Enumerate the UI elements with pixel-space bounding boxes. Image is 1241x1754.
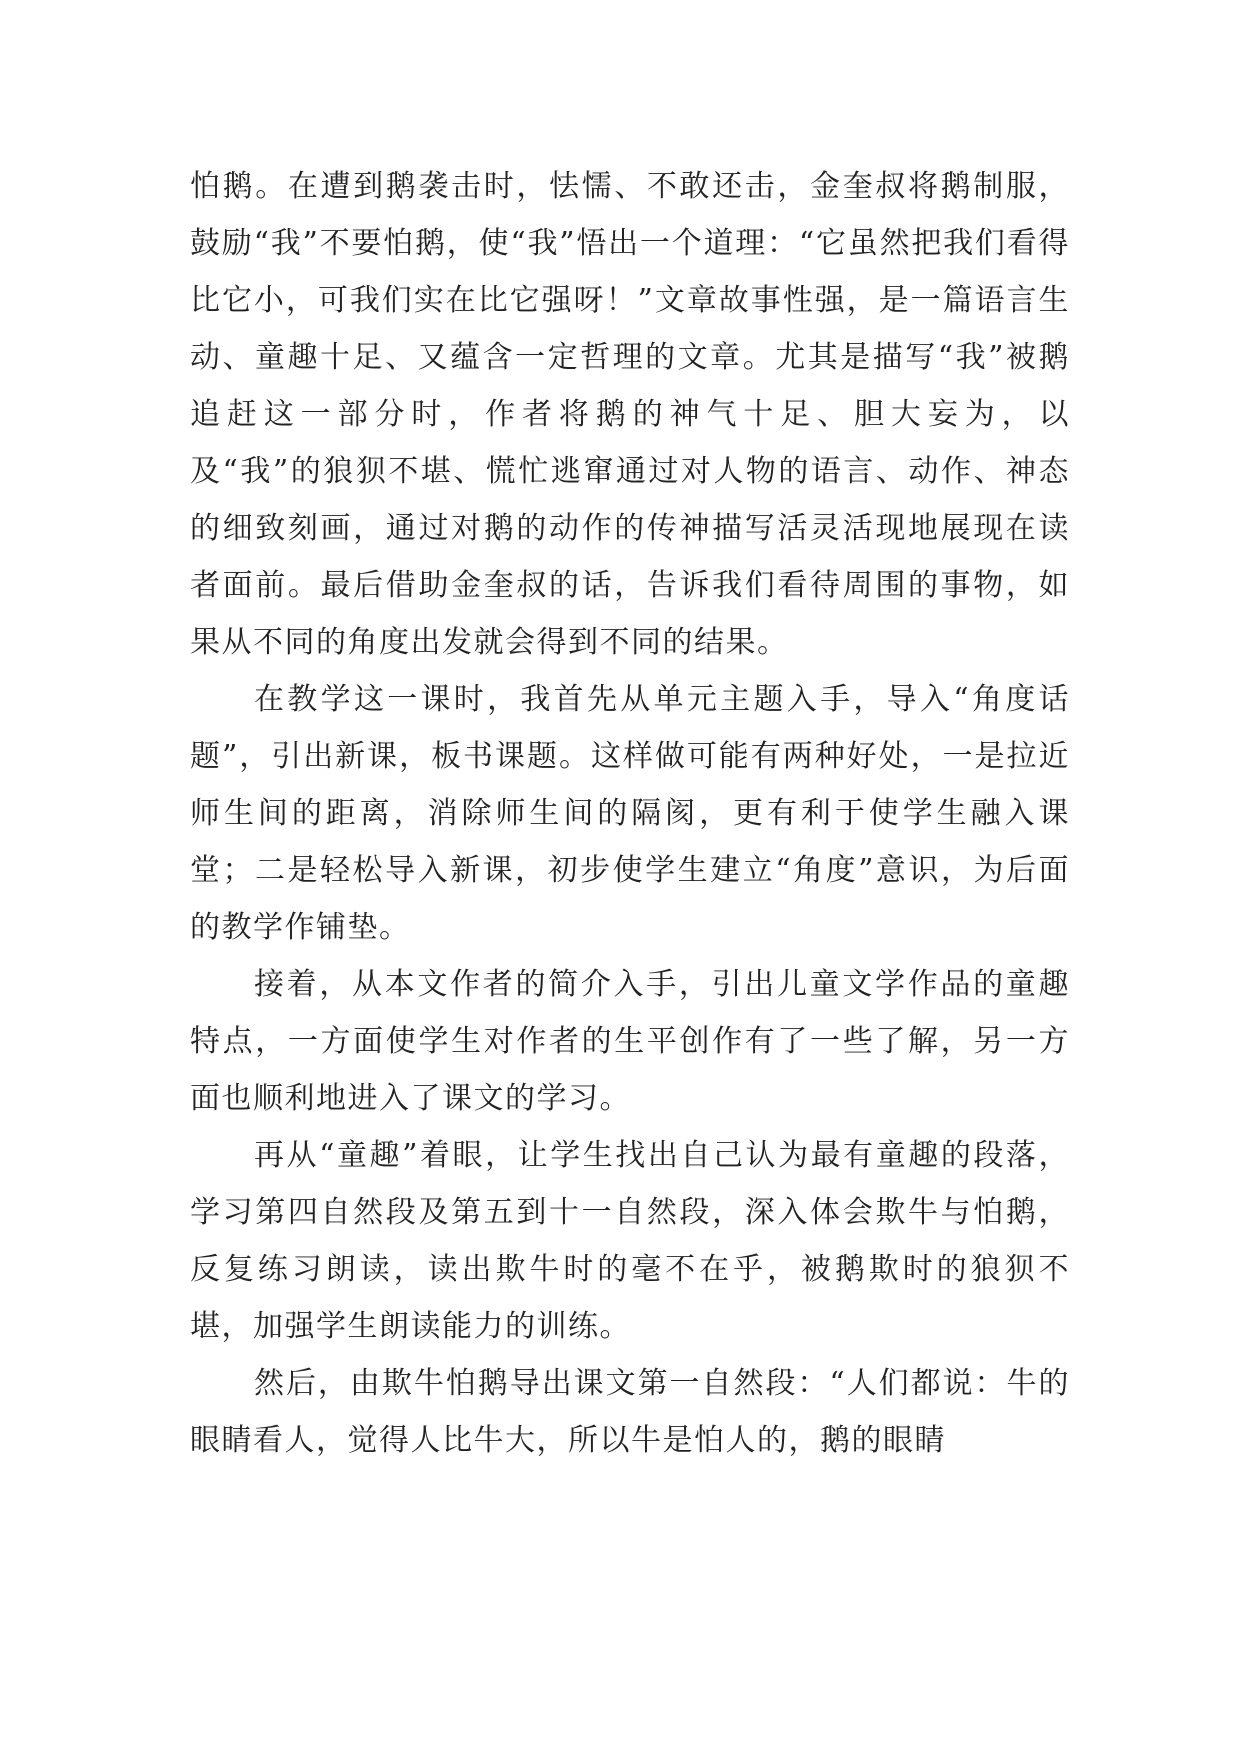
document-page [190,158,1070,1469]
paragraph-1: 怕鹅。在遭到鹅袭击时，怯懦、不敢还击，金奎叔将鹅制服，鼓励“我”不要怕鹅，使“我”悟出一个道理：“它虽然把我们看得比它小，可我们实在比它强呀！”文章故事性强，是一篇语言生动、童趣十足、又蕴含一定哲理的文章。尤其是描写“我”被鹅追赶这一部分时，作者将鹅的神气十足、胆大妄为，以及“我”的狼狈不堪、慌忙逃窜通过对人物的语言、动作、神态的细致刻画，通过对鹅的动作的传神描写活灵活现地展现在读者面前。最后借助金奎叔的话，告诉我们看待周围的事物，如果从不同的角度出发就会得到不同的结果。 [190,169,1070,660]
paragraph-3: 接着，从本文作者的简介入手，引出儿童文学作品的童趣特点，一方面使学生对作者的生平创作有了一些了解，另一方面也顺利地进入了课文的学习。 [190,967,1070,1116]
paragraph-2: 在教学这一课时，我首先从单元主题入手，导入“角度话题”，引出新课，板书课题。这样做可能有两种好处，一是拉近师生间的距离，消除师生间的隔阂，更有利于使学生融入课堂；二是轻松导入新课，初步使学生建立“角度”意识，为后面的教学作铺垫。 [190,682,1070,945]
paragraph-5: 然后，由欺牛怕鹅导出课文第一自然段：“人们都说：牛的眼睛看人，觉得人比牛大，所以牛是怕人的，鹅的眼睛 [190,1366,1070,1458]
paragraph-4: 再从“童趣”着眼，让学生找出自己认为最有童趣的段落，学习第四自然段及第五到十一自然段，深入体会欺牛与怕鹅，反复练习朗读，读出欺牛时的毫不在乎，被鹅欺时的狼狈不堪，加强学生朗读能力的训练。 [190,1138,1070,1344]
